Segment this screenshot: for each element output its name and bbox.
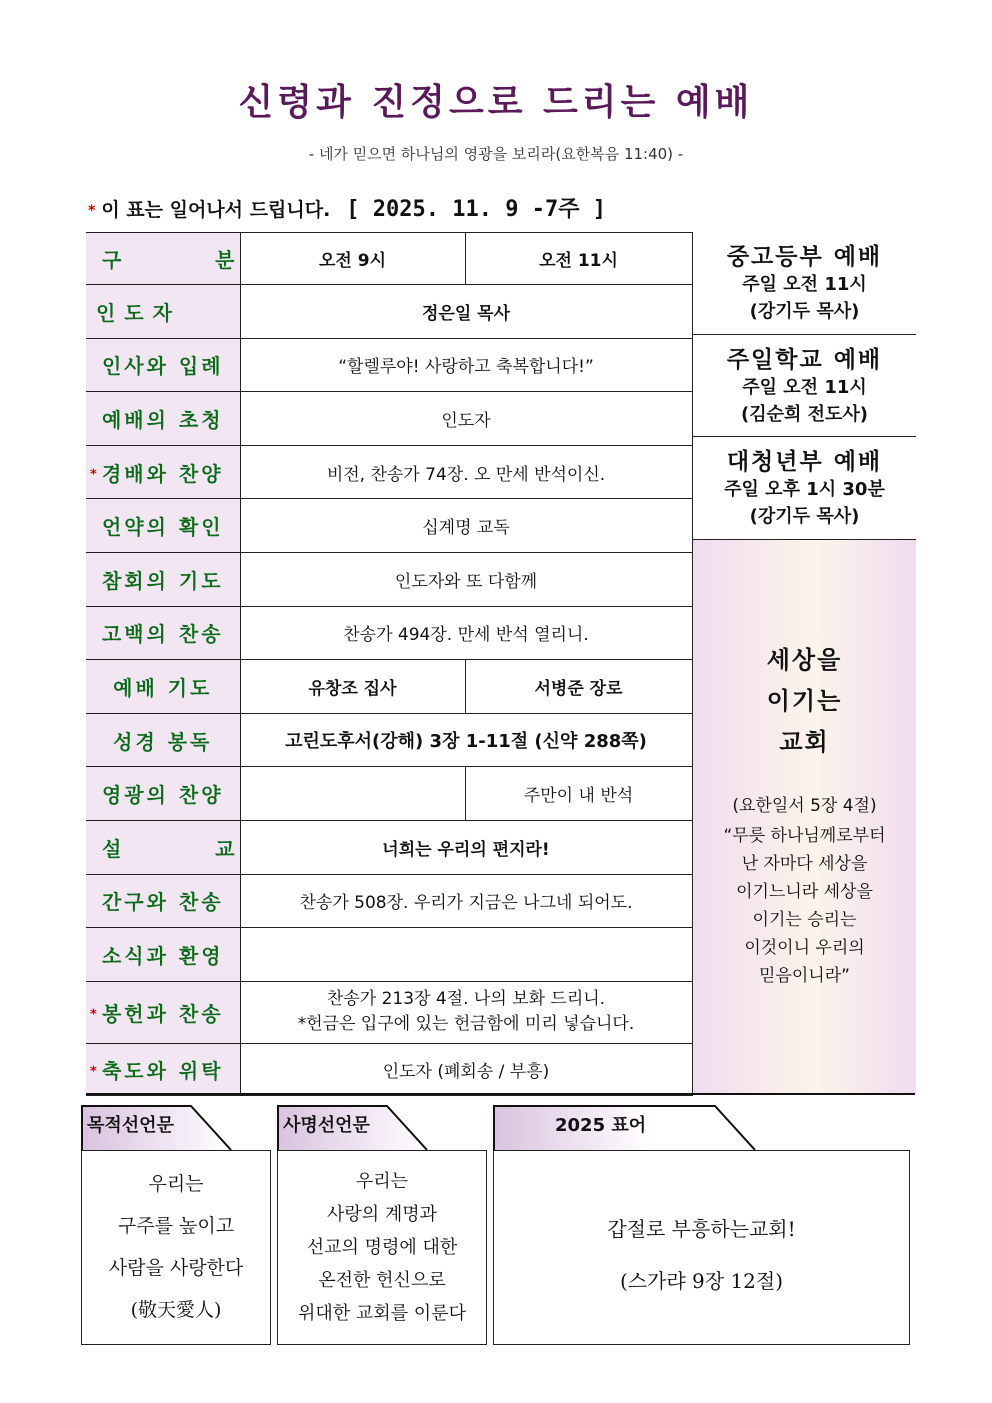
table-row (86, 874, 692, 928)
row-label: 인 도 자 (96, 300, 173, 325)
row-value-11am: 주만이 내 반석 (465, 767, 692, 821)
row-label: 축도와 위탁 (101, 1058, 224, 1083)
row-value: 인도자 (240, 392, 692, 446)
row-value: 십계명 교독 (240, 499, 692, 553)
young-adult-box: 대청년부 예배 주일 오후 1시 30분 (강기두 목사) (693, 437, 916, 540)
row-label: 인사와 입례 (101, 354, 224, 379)
table-row (86, 606, 692, 660)
star-mark: * (88, 202, 96, 219)
page-title: 신령과 진정으로 드리는 예배 (238, 82, 754, 123)
motto-card: 갑절로 부흥하는교회! (스가랴 9장 12절) (493, 1150, 910, 1345)
table-row (86, 1043, 692, 1095)
row-value: 찬송가 508장. 우리가 지금은 나그네 되어도. (240, 874, 692, 928)
verse-reference: (요한일서 5장 4절) (732, 796, 877, 816)
column-9am: 오전 9시 (240, 233, 465, 285)
motto-tab: 2025 표어 (493, 1105, 758, 1149)
row-label: 영광의 찬양 (101, 783, 224, 808)
table-row (86, 445, 692, 499)
row-value-9am (240, 767, 465, 821)
row-label: 예배 기도 (113, 675, 213, 700)
star-mark: * (90, 467, 97, 483)
side-panel (692, 232, 916, 1094)
worship-order-table (86, 232, 693, 1096)
column-11am: 오전 11시 (465, 233, 692, 285)
star-mark: * (90, 1064, 97, 1080)
star-mark: * (90, 1007, 97, 1023)
table-row (86, 338, 692, 392)
standing-notice (88, 192, 606, 223)
purpose-tab: 목적선언문 (81, 1105, 236, 1149)
row-label: 언약의 확인 (101, 515, 224, 540)
row-value: 인도자 (폐회송 / 부흥) (240, 1043, 692, 1095)
sermon-title: 너희는 우리의 편지라! (240, 820, 692, 874)
table-row (86, 499, 692, 553)
row-value (240, 928, 692, 982)
divider (86, 1093, 915, 1095)
purpose-card: 우리는 구주를 높이고 사람을 사랑한다 (敬天愛人) (81, 1150, 271, 1345)
row-value: 비전, 찬송가 74장. 오 만세 반석이신. (240, 445, 692, 499)
table-row (86, 767, 692, 821)
row-value-11am: 서병준 장로 (465, 660, 692, 714)
row-label: 성경 봉독 (113, 729, 213, 754)
row-value: 찬송가 213장 4절. 나의 보화 드리니. *헌금은 입구에 있는 헌금함에 미리 넣습니다. (240, 981, 692, 1043)
notice-text: 이 표는 일어나서 드립니다. (101, 199, 331, 221)
row-value-9am: 유창조 집사 (240, 660, 465, 714)
row-value: “할렐루야! 사랑하고 축복합니다!” (240, 338, 692, 392)
mission-card: 우리는 사랑의 계명과 선교의 명령에 대한 온전한 헌신으로 위대한 교회를 이룬다 (277, 1150, 487, 1345)
table-row (86, 928, 692, 982)
row-label: 구 분 (86, 233, 240, 285)
row-label: 간구와 찬송 (101, 890, 224, 915)
row-value: 인도자와 또 다함께 (240, 552, 692, 606)
row-label: 설 교 (86, 820, 240, 874)
row-label: 참회의 기도 (101, 568, 224, 593)
sunday-school-box: 주일학교 예배 주일 오전 11시 (김순희 전도사) (693, 335, 916, 437)
verse-text: “무릇 하나님께로부터 난 자마다 세상을 이기느니라 세상을 이기는 승리는 이것이니 우리의 믿음이니라” (723, 826, 886, 986)
service-date: [ 2025. 11. 9 -7주 ] (346, 197, 606, 222)
table-row (86, 981, 692, 1043)
verse-panel: 세상을 이기는 교회 (요한일서 5장 4절) “무릇 하나님께로부터 난 자마다 세상을 이기느니라 세상을 이기는 승리는 이것이니 우리의 믿음이니라” (693, 540, 916, 1095)
table-row (86, 552, 692, 606)
mission-tab: 사명선언문 (277, 1105, 432, 1149)
table-row (86, 392, 692, 446)
table-header-row (86, 233, 692, 285)
row-value: 고린도후서(강해) 3장 1-11절 (신약 288쪽) (240, 713, 692, 767)
row-label: 봉헌과 찬송 (101, 1001, 224, 1026)
table-row (86, 660, 692, 714)
page-subtitle: - 네가 믿으면 하나님의 영광을 보리라(요한복음 11:40) - (308, 145, 684, 163)
row-label: 예배의 초청 (101, 407, 224, 432)
table-row (86, 820, 692, 874)
table-row (86, 285, 692, 339)
row-value: 정은일 목사 (240, 285, 692, 339)
table-row (86, 713, 692, 767)
row-label: 경배와 찬양 (101, 461, 224, 486)
youth-service-box: 중고등부 예배 주일 오전 11시 (강기두 목사) (693, 232, 916, 335)
row-label: 고백의 찬송 (101, 622, 224, 647)
row-value: 찬송가 494장. 만세 반석 열리니. (240, 606, 692, 660)
row-label: 소식과 환영 (101, 943, 224, 968)
